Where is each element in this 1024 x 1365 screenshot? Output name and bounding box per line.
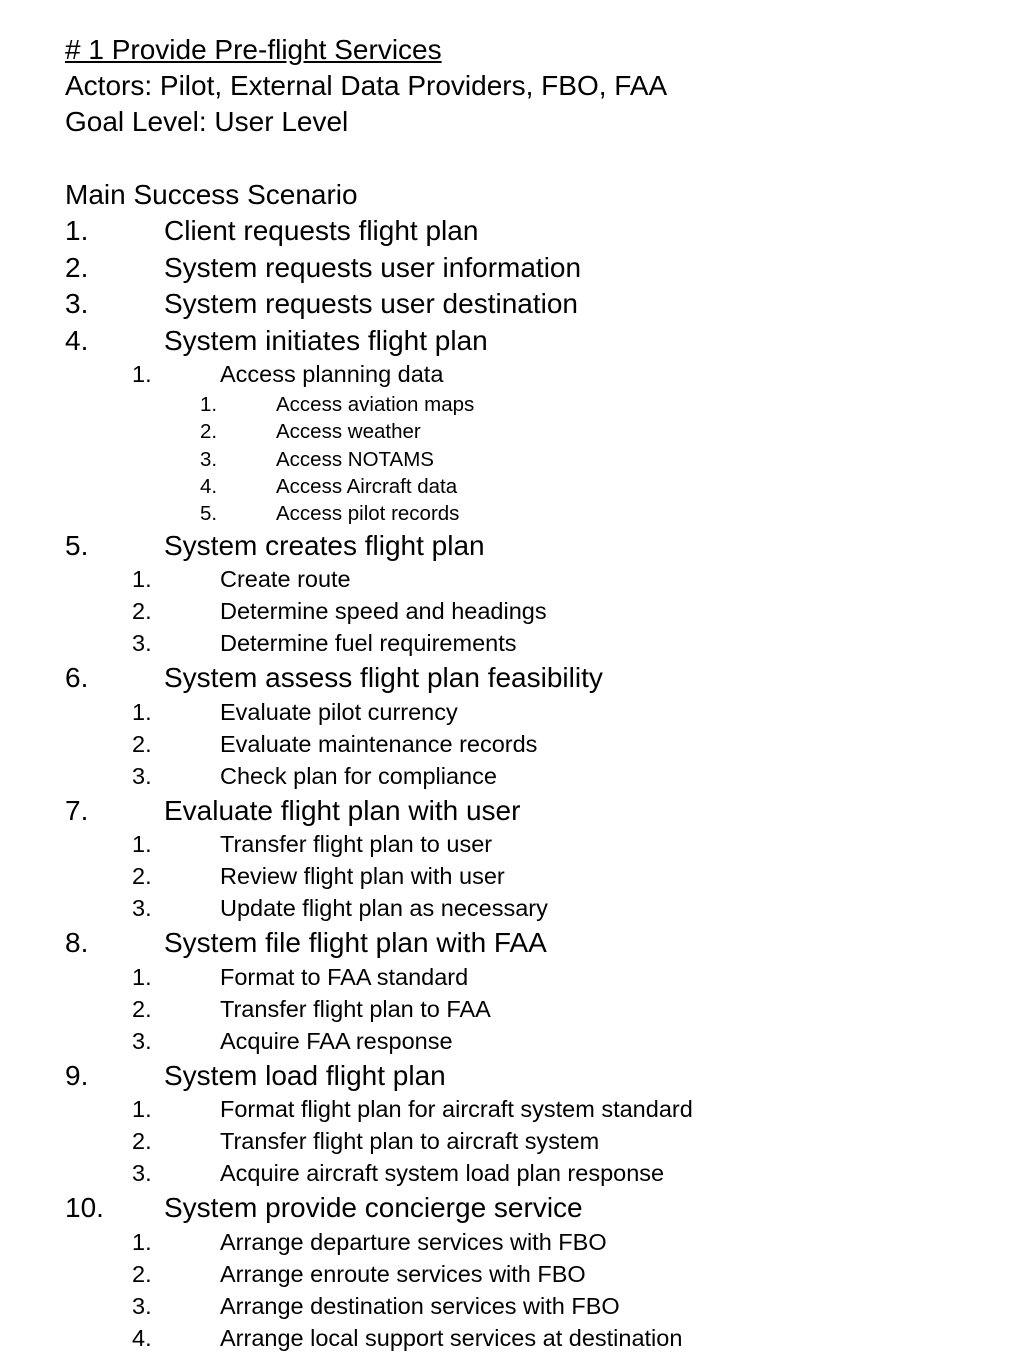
list-text: Transfer flight plan to FAA <box>220 995 491 1022</box>
list-text: Arrange departure services with FBO <box>220 1228 607 1255</box>
list-number: 4. <box>132 1324 152 1351</box>
list-number: 3. <box>132 630 152 656</box>
list-number: 8. <box>65 927 89 958</box>
list-text: Update flight plan as necessary <box>220 895 548 921</box>
list-number: 3. <box>65 288 89 319</box>
actors-line: Actors: Pilot, External Data Providers, FBO, FAA <box>65 70 668 101</box>
list-number: 1. <box>132 1228 152 1255</box>
list-text: Evaluate pilot currency <box>220 698 458 725</box>
list-text: System creates flight plan <box>164 529 485 561</box>
list-text: Evaluate maintenance records <box>220 730 538 757</box>
list-text: Access pilot records <box>276 502 460 526</box>
list-number: 3. <box>132 895 152 921</box>
list-number: 1. <box>132 1096 152 1122</box>
list-text: Format flight plan for aircraft system standard <box>220 1096 693 1122</box>
list-text: Access aviation maps <box>276 393 475 416</box>
list-text: Create route <box>220 566 351 592</box>
list-text: Determine fuel requirements <box>220 630 517 656</box>
list-number: 10. <box>65 1192 104 1223</box>
list-text: Format to FAA standard <box>220 963 469 990</box>
list-number: 1. <box>132 361 152 387</box>
list-text: Acquire aircraft system load plan response <box>220 1160 665 1186</box>
list-number: 2. <box>132 1260 152 1287</box>
list-text: System initiates flight plan <box>164 324 488 356</box>
list-number: 1. <box>132 698 152 725</box>
list-text: Review flight plan with user <box>220 863 505 889</box>
list-text: System assess flight plan feasibility <box>164 662 603 693</box>
list-number: 7. <box>65 794 89 826</box>
list-text: Client requests flight plan <box>164 215 479 246</box>
list-text: Access Aircraft data <box>276 474 458 498</box>
list-number: 1. <box>132 963 152 990</box>
list-text: Arrange destination services with FBO <box>220 1292 620 1319</box>
list-number: 6. <box>65 662 89 693</box>
list-text: Determine speed and headings <box>220 598 547 624</box>
list-text: Acquire FAA response <box>220 1027 453 1054</box>
list-text: System requests user information <box>164 251 582 283</box>
list-number: 5. <box>65 529 89 561</box>
list-number: 2. <box>132 995 152 1022</box>
list-number: 1. <box>132 831 152 857</box>
list-number: 1. <box>132 566 152 592</box>
list-number: 5. <box>200 502 218 526</box>
list-number: 4. <box>200 474 218 498</box>
list-number: 3. <box>200 447 218 471</box>
list-number: 1. <box>200 393 218 416</box>
list-text: Check plan for compliance <box>220 762 497 789</box>
list-number: 2. <box>200 420 218 444</box>
scenario-heading: Main Success Scenario <box>65 179 358 210</box>
list-number: 3. <box>132 1027 152 1054</box>
list-number: 4. <box>65 324 89 356</box>
list-text: Access weather <box>276 420 421 444</box>
list-text: Arrange enroute services with FBO <box>220 1260 586 1287</box>
list-text: Access planning data <box>220 361 444 387</box>
list-text: Transfer flight plan to user <box>220 831 493 857</box>
list-text: System load flight plan <box>164 1059 446 1091</box>
list-text: Arrange local support services at destination <box>220 1324 683 1351</box>
use-case-title: # 1 Provide Pre-flight Services <box>65 34 442 65</box>
list-text: System file flight plan with FAA <box>164 927 547 958</box>
goal-level-line: Goal Level: User Level <box>65 106 349 137</box>
list-text: Access NOTAMS <box>276 447 434 471</box>
list-number: 3. <box>132 762 152 789</box>
list-text: Transfer flight plan to aircraft system <box>220 1128 600 1154</box>
list-number: 3. <box>132 1160 152 1186</box>
list-text: System provide concierge service <box>164 1192 583 1223</box>
list-number: 1. <box>65 215 89 246</box>
list-number: 2. <box>132 863 152 889</box>
list-number: 9. <box>65 1059 89 1091</box>
list-number: 3. <box>132 1292 152 1319</box>
list-text: System requests user destination <box>164 288 578 319</box>
list-number: 2. <box>132 730 152 757</box>
list-text: Evaluate flight plan with user <box>164 794 521 826</box>
list-number: 2. <box>65 251 89 283</box>
list-number: 2. <box>132 1128 152 1154</box>
list-number: 2. <box>132 598 152 624</box>
